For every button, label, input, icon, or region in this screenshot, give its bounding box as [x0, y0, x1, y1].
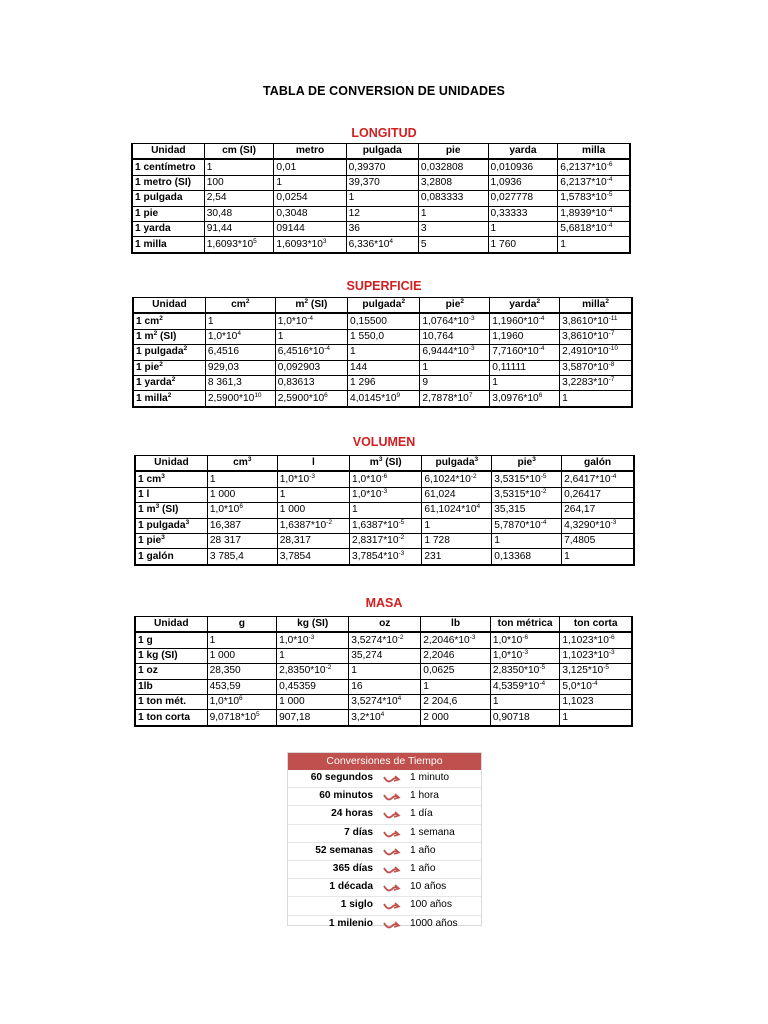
table-row [132, 159, 630, 175]
table-cell: 3,7854 [277, 549, 349, 565]
table-cell: 1 728 [422, 533, 492, 548]
table-cell: 1 [274, 175, 346, 190]
table-cell: 0,33333 [488, 206, 558, 221]
table-cell: 12 [346, 206, 418, 221]
table-row [135, 648, 632, 663]
table-cell: 144 [348, 360, 420, 375]
table-cell: 5 [418, 237, 488, 253]
arrow-right-icon [383, 864, 401, 876]
table-cell: 3 [418, 221, 488, 236]
table-cell: 1,1023 [560, 694, 632, 709]
table-cell: 1 [204, 159, 274, 175]
table-cell: $1,6093*10^3$ [274, 237, 346, 253]
table-cell: 61,024 [422, 487, 492, 502]
time-from: 365 días [332, 862, 373, 874]
section-title-volumen: VOLUMEN [352, 435, 416, 449]
table-cell: $6,2137*10^{-4}$ [558, 175, 630, 190]
table-cell: $3,2*10^4$ [349, 710, 421, 726]
page-title: TABLA DE CONVERSION DE UNIDADES [262, 84, 505, 98]
column-header: Unidad [135, 617, 207, 633]
table-cell: 91,44 [204, 221, 274, 236]
column-header: kg (SI) [277, 617, 349, 633]
column-header: milla$^2$ [560, 298, 632, 314]
table-header-row [133, 298, 632, 314]
table-cell: $1,6387*10^{-5}$ [350, 518, 422, 533]
table-row [133, 313, 632, 329]
table-cell: 1 [207, 632, 277, 648]
table-cell: $1,8939*10^{-4}$ [558, 206, 630, 221]
table-cell: 1 550,0 [348, 329, 420, 344]
column-header: oz [349, 617, 421, 633]
table-cell: $4,3290*10^{-3}$ [562, 518, 634, 533]
column-header: $m^2$ (SI) [275, 298, 347, 314]
table-cell: 1 [349, 664, 421, 679]
row-unit-label: 1 g [135, 632, 207, 648]
table-cell: 8 361,3 [205, 375, 275, 390]
time-from: 60 minutos [319, 790, 373, 802]
table-cell: 1 [348, 345, 420, 360]
row-unit-label: 1 l [135, 487, 207, 502]
table-cell: $3,0976*10^6$ [490, 391, 560, 407]
table-cell: 1 [420, 360, 490, 375]
table-cell: 1 [277, 487, 349, 502]
table-cell: 1 [560, 710, 632, 726]
table-cell: 907,18 [277, 710, 349, 726]
table-cell: 0,11111 [490, 360, 560, 375]
table-row [135, 503, 634, 518]
table-cell: $1,0*10^{-3}$ [490, 648, 560, 663]
table-cell: $5,7870*10^{-4}$ [492, 518, 562, 533]
time-to: 10 años [410, 881, 447, 893]
table-cell: 0,083333 [418, 191, 488, 206]
table-cell: 231 [422, 549, 492, 565]
row-unit-label: 1 yarda$^2$ [133, 375, 205, 390]
time-to: 1 hora [410, 790, 439, 802]
table-cell: 0,39370 [346, 159, 418, 175]
table-cell: 39,370 [346, 175, 418, 190]
table-row [133, 329, 632, 344]
table-cell: $6,4516*10^{-4}$ [275, 345, 347, 360]
column-header: pie$^3$ [492, 456, 562, 472]
row-unit-label: 1 metro (SI) [132, 175, 204, 190]
table-header-row [135, 617, 632, 633]
time-from: 1 década [329, 881, 373, 893]
table-row [135, 710, 632, 726]
row-unit-label: 1 pulgada [132, 191, 204, 206]
column-header: yarda$^2$ [490, 298, 560, 314]
table-cell: 0,45359 [277, 679, 349, 694]
row-unit-label: 1 $m^2$ (SI) [133, 329, 205, 344]
table-cell: $4,5359*10^{-4}$ [490, 679, 560, 694]
table-row [135, 632, 632, 648]
table-cell: $2,5900*10^6$ [275, 391, 347, 407]
arrow-right-icon [383, 900, 401, 912]
table-cell: 453,59 [207, 679, 277, 694]
column-header: pulgada [346, 144, 418, 160]
table-cell: 1 000 [277, 503, 349, 518]
table-cell: 16 [349, 679, 421, 694]
time-to: 1 año [410, 862, 436, 874]
table-cell: $3,125*10^{-5}$ [560, 664, 632, 679]
table-cell: 1 [350, 503, 422, 518]
table-cell: 1 760 [488, 237, 558, 253]
table-cell: $6,9444*10^{-3}$ [420, 345, 490, 360]
table-cell: $1,0*10^4$ [205, 329, 275, 344]
table-cell: $1,1960*10^{-4}$ [490, 313, 560, 329]
table-row [135, 518, 634, 533]
row-unit-label: 1 pie$^2$ [133, 360, 205, 375]
table-cell: 1 [560, 391, 632, 407]
column-header: Unidad [132, 144, 204, 160]
table-cell: 6,4516 [205, 345, 275, 360]
table-cell: $1,6387*10^{-2}$ [277, 518, 349, 533]
table-cell: $1,0*10^{-6}$ [350, 471, 422, 487]
column-header: milla [558, 144, 630, 160]
row-unit-label: 1 ton corta [135, 710, 207, 726]
column-header: Unidad [135, 456, 207, 472]
table-row [132, 175, 630, 190]
time-row [288, 879, 481, 897]
table-cell: 1 [490, 375, 560, 390]
arrow-right-icon [383, 846, 401, 858]
table-cell: 929,03 [205, 360, 275, 375]
table-cell: 1 [207, 471, 277, 487]
table-cell: $6,2137*10^{-6}$ [558, 159, 630, 175]
row-unit-label: 1 ton mét. [135, 694, 207, 709]
column-header: Unidad [133, 298, 205, 314]
table-cell: 28,317 [277, 533, 349, 548]
table-volumen [134, 455, 635, 566]
table-cell: 264,17 [562, 503, 634, 518]
table-cell: $1,1023*10^{-3}$ [560, 648, 632, 663]
table-cell: 1,0936 [488, 175, 558, 190]
table-row [133, 345, 632, 360]
table-cell: 0,0625 [421, 664, 491, 679]
table-cell: 0,01 [274, 159, 346, 175]
table-superficie [132, 297, 633, 408]
column-header: cm (SI) [204, 144, 274, 160]
column-header: pie$^2$ [420, 298, 490, 314]
table-cell: $3,8610*10^{-11}$ [560, 313, 632, 329]
column-header: pulgada$^2$ [348, 298, 420, 314]
row-unit-label: 1 centímetro [132, 159, 204, 175]
table-row [135, 679, 632, 694]
table-cell: 1 [421, 679, 491, 694]
table-cell: $3,5315*10^{-2}$ [492, 487, 562, 502]
table-cell: 0,13368 [492, 549, 562, 565]
table-cell: $6,1024*10^{-2}$ [422, 471, 492, 487]
table-cell: 1 000 [277, 694, 349, 709]
table-cell: 0,83613 [275, 375, 347, 390]
arrow-right-icon [383, 773, 401, 785]
table-cell: $2,7878*10^7$ [420, 391, 490, 407]
row-unit-label: 1 galón [135, 549, 207, 565]
table-row [132, 221, 630, 236]
table-row [132, 237, 630, 253]
row-unit-label: 1 kg (SI) [135, 648, 207, 663]
column-header: g [207, 617, 277, 633]
table-cell: $2,8350*10^{-5}$ [490, 664, 560, 679]
column-header: $cm^2$ [205, 298, 275, 314]
row-unit-label: 1 oz [135, 664, 207, 679]
time-row [288, 806, 481, 824]
table-longitud [131, 143, 631, 254]
time-to: 1000 años [410, 917, 458, 929]
table-cell: 28,350 [207, 664, 277, 679]
time-to: 1 minuto [410, 772, 450, 783]
time-row [288, 843, 481, 861]
time-from: 52 semanas [315, 844, 373, 856]
arrow-right-icon [383, 882, 401, 894]
section-title-longitud: LONGITUD [351, 126, 417, 140]
table-cell: $3,5274*10^{-2}$ [349, 632, 421, 648]
table-cell: 0,26417 [562, 487, 634, 502]
time-row [288, 825, 481, 843]
table-cell: 0,90718 [490, 710, 560, 726]
table-cell: 1 [492, 533, 562, 548]
table-row [135, 533, 634, 548]
arrow-right-icon [383, 791, 401, 803]
table-cell: $5,0*10^{-4}$ [560, 679, 632, 694]
table-cell: $7,7160*10^{-4}$ [490, 345, 560, 360]
column-header: pulgada$^3$ [422, 456, 492, 472]
column-header: pie [418, 144, 488, 160]
table-cell: 0,15500 [348, 313, 420, 329]
table-row [135, 664, 632, 679]
section-title-masa: MASA [365, 596, 403, 610]
column-header: ton corta [560, 617, 632, 633]
table-cell: 16,387 [207, 518, 277, 533]
table-cell: $1,0*10^{-3}$ [277, 632, 349, 648]
table-cell: 7,4805 [562, 533, 634, 548]
section-title-superficie: SUPERFICIE [346, 279, 422, 293]
arrow-right-icon [383, 809, 401, 821]
arrow-right-icon [383, 919, 401, 931]
column-header: ton métrica [490, 617, 560, 633]
table-cell: 1 296 [348, 375, 420, 390]
table-cell: 09144 [274, 221, 346, 236]
column-header: $cm^3$ [207, 456, 277, 472]
table-header-row [132, 144, 630, 160]
table-cell: $3,5274*10^4$ [349, 694, 421, 709]
table-cell: 1 [488, 221, 558, 236]
time-from: 1 milenio [328, 917, 373, 929]
column-header: yarda [488, 144, 558, 160]
time-from: 60 segundos [310, 772, 373, 783]
column-header: lb [421, 617, 491, 633]
table-cell: 0,092903 [275, 360, 347, 375]
table-cell: 3,2808 [418, 175, 488, 190]
table-cell: $3,2283*10^{-7}$ [560, 375, 632, 390]
table-cell: $1,0*10^{-3}$ [277, 471, 349, 487]
row-unit-label: 1 yarda [132, 221, 204, 236]
time-row [288, 897, 481, 915]
table-cell: $3,7854*10^{-3}$ [350, 549, 422, 565]
time-row [288, 770, 481, 788]
table-cell: $1,0*10^6$ [207, 503, 277, 518]
table-cell: 0,0254 [274, 191, 346, 206]
table-cell: 28 317 [207, 533, 277, 548]
table-cell: 1 [346, 191, 418, 206]
column-header: galón [562, 456, 634, 472]
row-unit-label: 1 $cm^3$ [135, 471, 207, 487]
column-header: l [277, 456, 349, 472]
table-cell: 2 000 [421, 710, 491, 726]
table-cell: 1 [422, 518, 492, 533]
table-cell: $1,0*10^{-6}$ [490, 632, 560, 648]
time-row [288, 788, 481, 806]
row-unit-label: 1 pie$^3$ [135, 533, 207, 548]
table-cell: $9,0718*10^5$ [207, 710, 277, 726]
table-cell: 100 [204, 175, 274, 190]
table-cell: $1,0764*10^{-3}$ [420, 313, 490, 329]
table-cell: 0,3048 [274, 206, 346, 221]
table-row [132, 191, 630, 206]
column-header: metro [274, 144, 346, 160]
table-cell: $1,1023*10^{-6}$ [560, 632, 632, 648]
table-row [135, 549, 634, 565]
time-conversion-table [287, 752, 482, 929]
table-cell: 1 [418, 206, 488, 221]
table-cell: $1,0*10^6$ [207, 694, 277, 709]
time-from: 24 horas [331, 808, 373, 820]
table-cell: $5,6818*10^{-4}$ [558, 221, 630, 236]
table-row [133, 360, 632, 375]
row-unit-label: 1lb [135, 679, 207, 694]
table-cell: 2,54 [204, 191, 274, 206]
table-cell: $2,5900*10^{10}$ [205, 391, 275, 407]
table-cell: $6,336*10^4$ [346, 237, 418, 253]
table-cell: 1 [275, 329, 347, 344]
time-to: 100 años [410, 899, 452, 911]
table-masa [134, 616, 633, 727]
row-unit-label: 1 pulgada$^3$ [135, 518, 207, 533]
table-row [133, 375, 632, 390]
column-header: $m^3$ (SI) [350, 456, 422, 472]
row-unit-label: 1 $m^3$ (SI) [135, 503, 207, 518]
row-unit-label: 1 $cm^2$ [133, 313, 205, 329]
table-cell: 35,315 [492, 503, 562, 518]
table-cell: 1 [562, 549, 634, 565]
table-cell: 1 000 [207, 487, 277, 502]
table-cell: 35,274 [349, 648, 421, 663]
table-cell: 3 785,4 [207, 549, 277, 565]
table-cell: 9 [420, 375, 490, 390]
table-cell: 1 [205, 313, 275, 329]
time-to: 1 semana [410, 826, 455, 838]
time-table-header: Conversiones de Tiempo [288, 753, 481, 770]
time-to: 1 año [410, 844, 436, 856]
table-cell: $2,2046*10^{-3}$ [421, 632, 491, 648]
time-to: 1 día [410, 808, 433, 820]
table-header-row [135, 456, 634, 472]
time-row [288, 861, 481, 879]
time-row [288, 916, 481, 933]
table-cell: $4,0145*10^9$ [348, 391, 420, 407]
table-cell: $1,0*10^{-3}$ [350, 487, 422, 502]
row-unit-label: 1 milla [132, 237, 204, 253]
table-cell: $61,1024*10^4$ [422, 503, 492, 518]
table-cell: $2,8317*10^{-2}$ [350, 533, 422, 548]
time-from: 1 siglo [340, 899, 373, 911]
table-cell: $1,5783*10^{-5}$ [558, 191, 630, 206]
table-cell: 1,1960 [490, 329, 560, 344]
table-cell: $2,8350*10^{-2}$ [277, 664, 349, 679]
table-cell: 10,764 [420, 329, 490, 344]
table-cell: 0,032808 [418, 159, 488, 175]
table-row [135, 471, 634, 487]
table-cell: 1 [490, 694, 560, 709]
table-cell: 1 000 [207, 648, 277, 663]
table-cell: $2,6417*10^{-4}$ [562, 471, 634, 487]
table-cell: 30,48 [204, 206, 274, 221]
table-cell: $2,4910*10^{-10}$ [560, 345, 632, 360]
row-unit-label: 1 pie [132, 206, 204, 221]
table-row [135, 487, 634, 502]
time-from: 7 días [344, 826, 373, 838]
table-cell: 0,027778 [488, 191, 558, 206]
table-cell: 36 [346, 221, 418, 236]
table-row [132, 206, 630, 221]
row-unit-label: 1 milla$^2$ [133, 391, 205, 407]
table-cell: $3,5870*10^{-8}$ [560, 360, 632, 375]
table-cell: 1 [277, 648, 349, 663]
table-cell: $1,0*10^{-4}$ [275, 313, 347, 329]
table-cell: $3,5315*10^{-5}$ [492, 471, 562, 487]
row-unit-label: 1 pulgada$^2$ [133, 345, 205, 360]
table-cell: $3,8610*10^{-7}$ [560, 329, 632, 344]
table-cell: 2 204,6 [421, 694, 491, 709]
arrow-right-icon [383, 828, 401, 840]
table-row [135, 694, 632, 709]
table-cell: 0,010936 [488, 159, 558, 175]
table-cell: $1,6093*10^5$ [204, 237, 274, 253]
table-cell: 2,2046 [421, 648, 491, 663]
table-cell: 1 [558, 237, 630, 253]
table-row [133, 391, 632, 407]
